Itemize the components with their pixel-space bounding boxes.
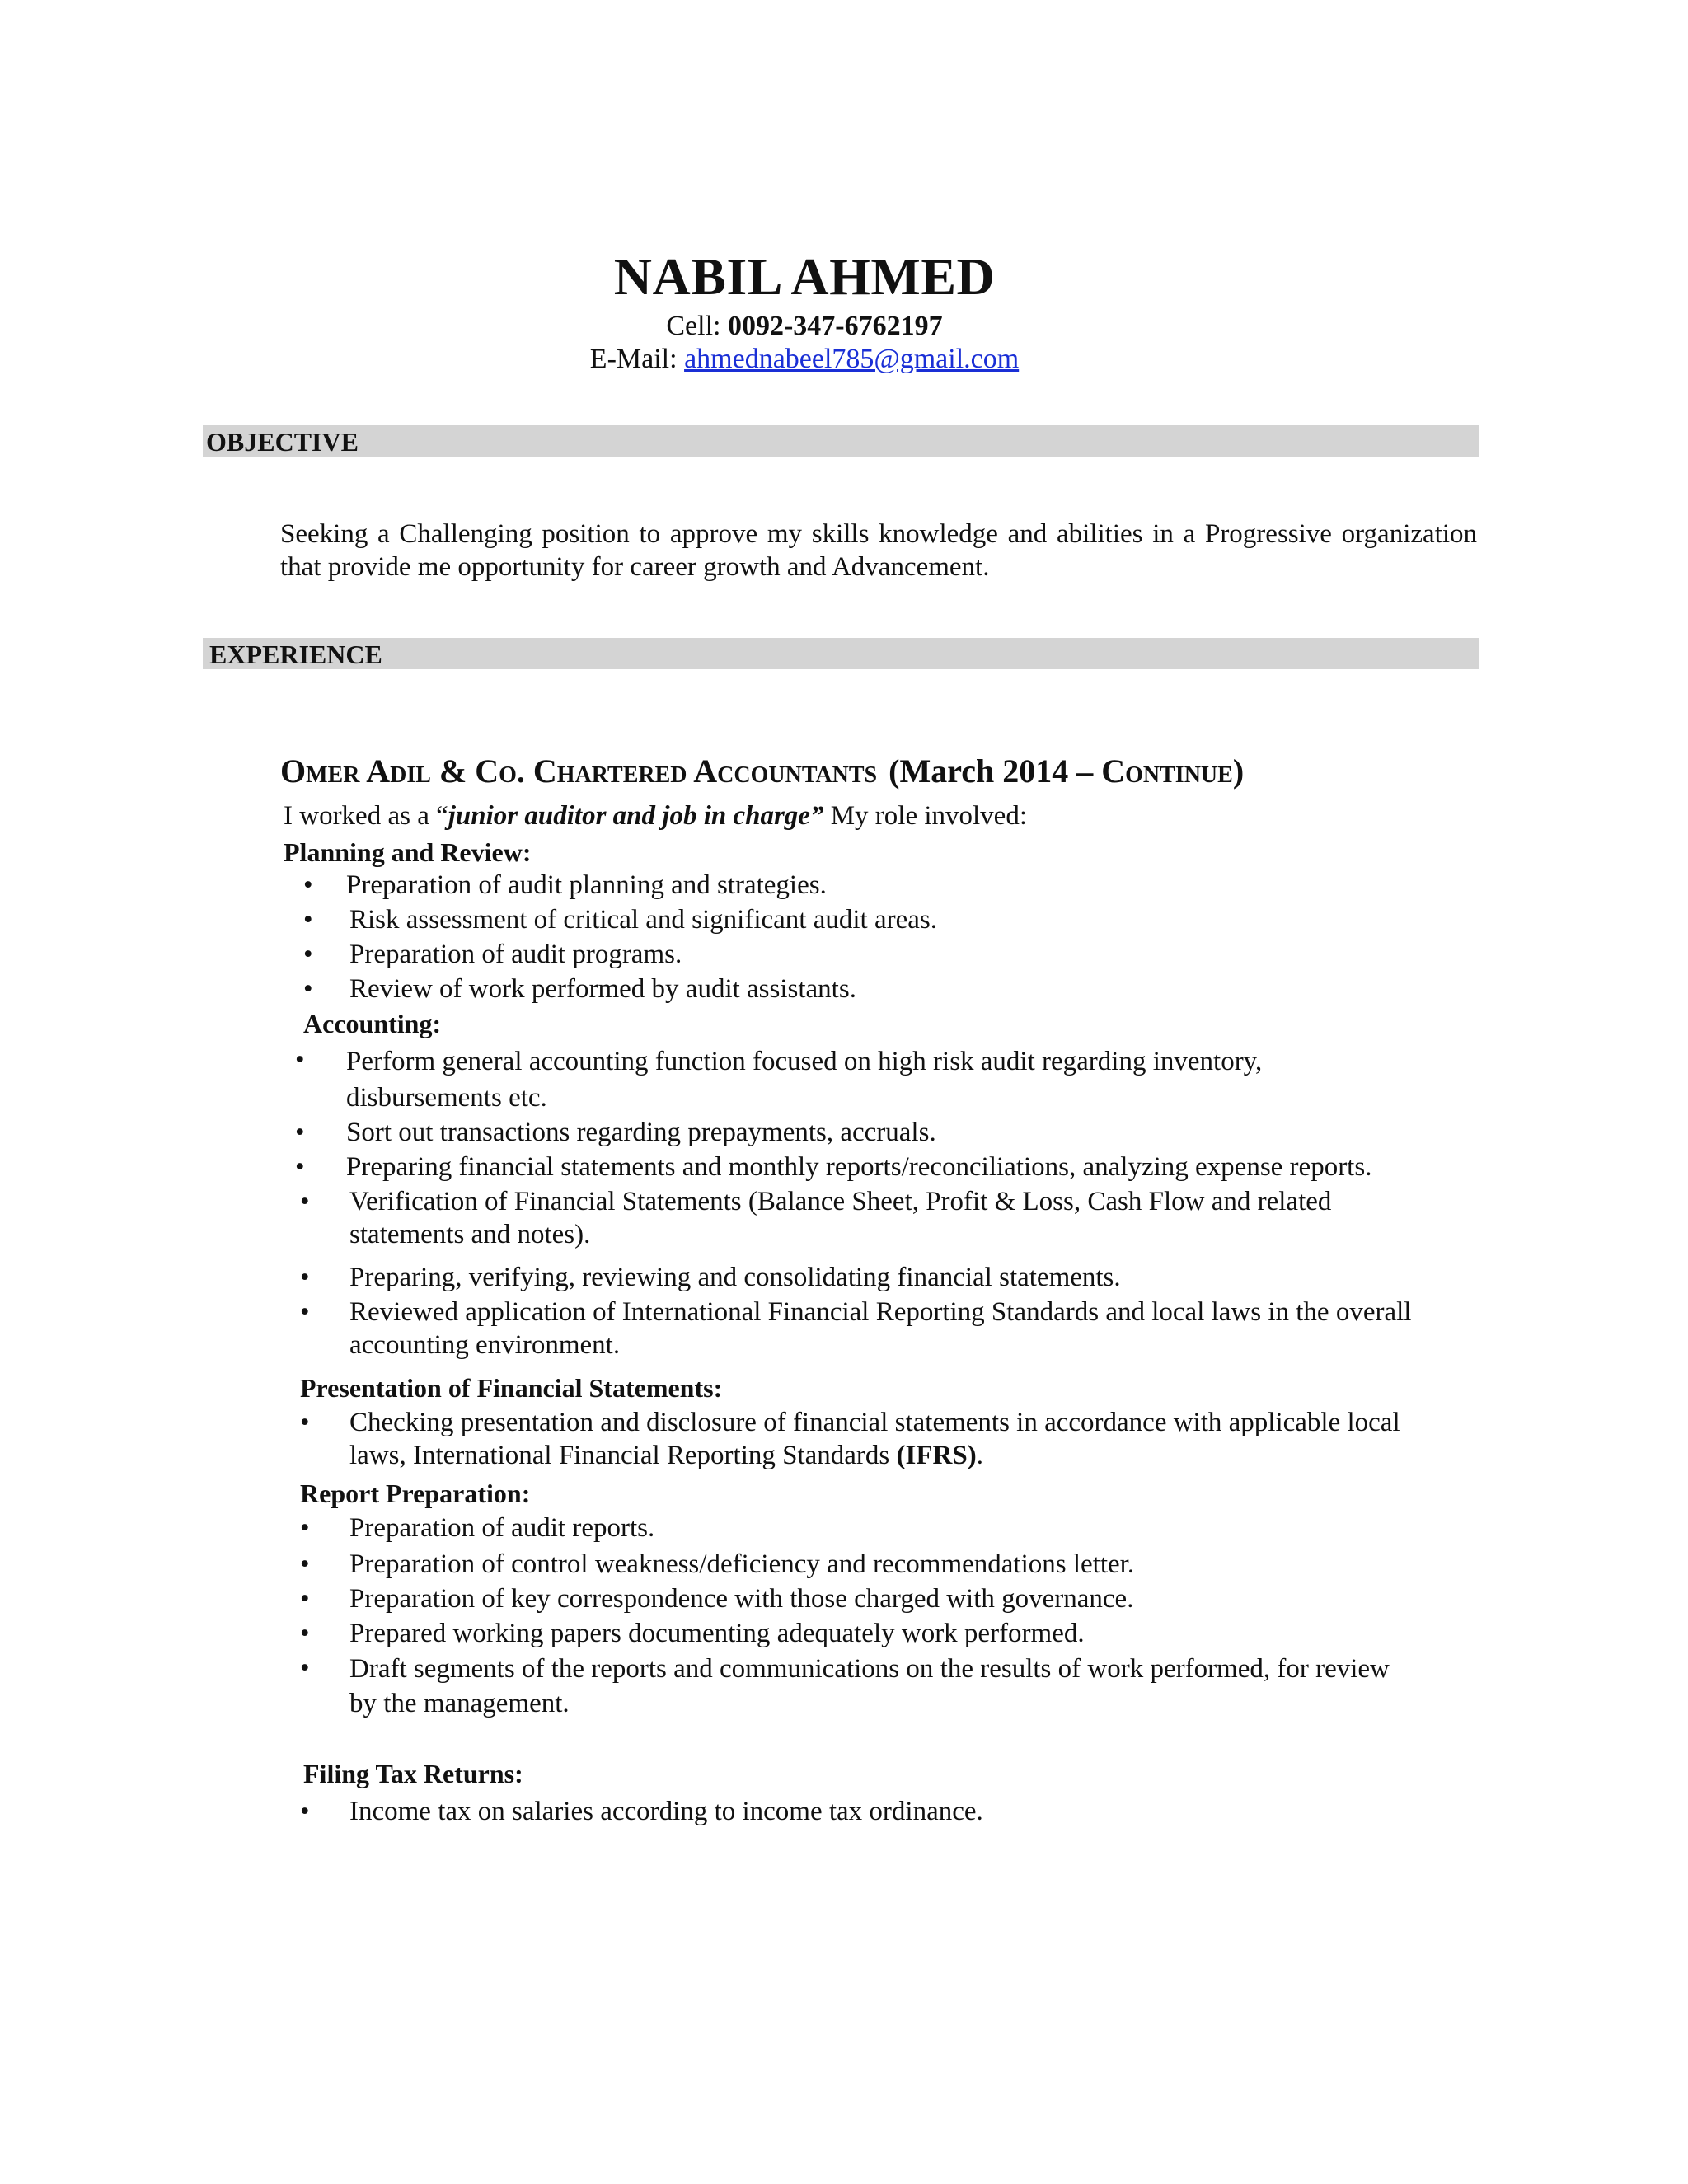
list-item-text: [349, 1406, 1413, 1472]
tax-heading: Filing Tax Returns:: [303, 1759, 523, 1788]
ifrs-text: Checking presentation and disclosure of financial statements in accordance with applicable local laws, International Financial Reporting Standards: [349, 1408, 1400, 1470]
cell-line: [0, 310, 1609, 343]
ifrs-period: .: [976, 1441, 983, 1470]
dates-continue: Continue: [1101, 752, 1233, 790]
bullet-icon: •: [303, 905, 313, 935]
email-label: E-Mail:: [589, 344, 685, 374]
bullet-icon: •: [300, 1797, 310, 1826]
company-name: Omer Adil & Co. Chartered Accountants: [280, 752, 878, 790]
bullet-icon: •: [303, 974, 313, 1004]
intro-role: junior auditor and job in charge”: [448, 801, 824, 831]
bullet-icon: •: [300, 1187, 310, 1216]
objective-heading: OBJECTIVE: [206, 427, 359, 457]
list-item-text: Review of work performed by audit assistants.: [349, 974, 856, 1004]
list-item-text: Risk assessment of critical and significant audit areas.: [349, 905, 937, 935]
list-item: [300, 1185, 1454, 1251]
email-link[interactable]: ahmednabeel785@gmail.com: [684, 344, 1020, 374]
employment-dates: [889, 752, 1244, 790]
dates-start: (March 2014 –: [889, 752, 1102, 790]
intro-suffix: My role involved:: [823, 801, 1028, 831]
bullet-icon: •: [300, 1263, 310, 1292]
list-item-text: Preparing financial statements and monthly reports/reconciliations, analyzing expense reports.: [346, 1152, 1372, 1182]
list-item-text: Prepared working papers documenting adequately work performed.: [349, 1619, 1085, 1648]
role-intro: [284, 799, 1027, 832]
list-item-text: Preparing, verifying, reviewing and consolidating financial statements.: [349, 1263, 1121, 1292]
bullet-icon: •: [300, 1513, 310, 1543]
company-line: [280, 752, 1244, 791]
bullet-icon: •: [295, 1045, 305, 1075]
bullet-icon: •: [300, 1619, 310, 1648]
list-item-text: Preparation of key correspondence with those charged with governance.: [349, 1584, 1134, 1614]
bullet-icon: •: [300, 1653, 310, 1683]
email-line: [0, 343, 1609, 376]
ifrs-abbrev: (IFRS): [896, 1441, 977, 1470]
list-item: [300, 1652, 1454, 1718]
bullet-icon: •: [295, 1118, 305, 1147]
list-item-text: Sort out transactions regarding prepayments, accruals.: [346, 1118, 936, 1147]
list-item: [295, 1043, 1449, 1113]
bullet-icon: •: [303, 940, 313, 969]
report-heading: Report Preparation:: [300, 1479, 531, 1508]
list-item-text: Income tax on salaries according to income tax ordinance.: [349, 1797, 983, 1826]
cell-number: 0092-347-6762197: [727, 311, 943, 341]
cell-label: Cell:: [666, 311, 728, 341]
resume-header: [0, 244, 1609, 376]
experience-heading: EXPERIENCE: [209, 640, 382, 669]
accounting-heading: Accounting:: [303, 1009, 442, 1038]
bullet-icon: •: [300, 1584, 310, 1614]
list-item-text: Perform general accounting function focused on high risk audit regarding inventory, disbursements etc.: [346, 1047, 1263, 1113]
list-item-text: Draft segments of the reports and communications on the results of work performed, for review by the management.: [349, 1654, 1390, 1718]
bullet-icon: •: [295, 1152, 305, 1182]
candidate-name: NABIL AHMED: [613, 247, 996, 306]
list-item-text: Preparation of audit planning and strategies.: [346, 870, 827, 900]
list-item-text: Preparation of audit programs.: [349, 940, 682, 969]
bullet-icon: •: [300, 1408, 310, 1437]
list-item-text: Preparation of control weakness/deficiency and recommendations letter.: [349, 1549, 1135, 1579]
list-item: [300, 1406, 1454, 1472]
bullet-icon: •: [300, 1549, 310, 1579]
planning-heading: Planning and Review:: [284, 837, 532, 867]
presentation-heading: Presentation of Financial Statements:: [300, 1373, 723, 1403]
list-item-text: Preparation of audit reports.: [349, 1513, 655, 1543]
bullet-icon: •: [303, 870, 313, 900]
bullet-icon: •: [300, 1297, 310, 1327]
list-item-text: Reviewed application of International Financial Reporting Standards and local laws in the overall accounting environment.: [349, 1297, 1412, 1360]
dates-close: ): [1232, 752, 1245, 790]
list-item-text: Verification of Financial Statements (Balance Sheet, Profit & Loss, Cash Flow and related statements and notes).: [349, 1187, 1332, 1249]
list-item: [300, 1296, 1454, 1361]
objective-text: Seeking a Challenging position to approve my skills knowledge and abilities in a Progressive organization that provide me opportunity for career growth and Advancement.: [280, 519, 1477, 582]
intro-prefix: I worked as a “: [284, 801, 448, 831]
objective-heading-bar: [203, 425, 1479, 457]
experience-heading-bar: [203, 638, 1479, 669]
